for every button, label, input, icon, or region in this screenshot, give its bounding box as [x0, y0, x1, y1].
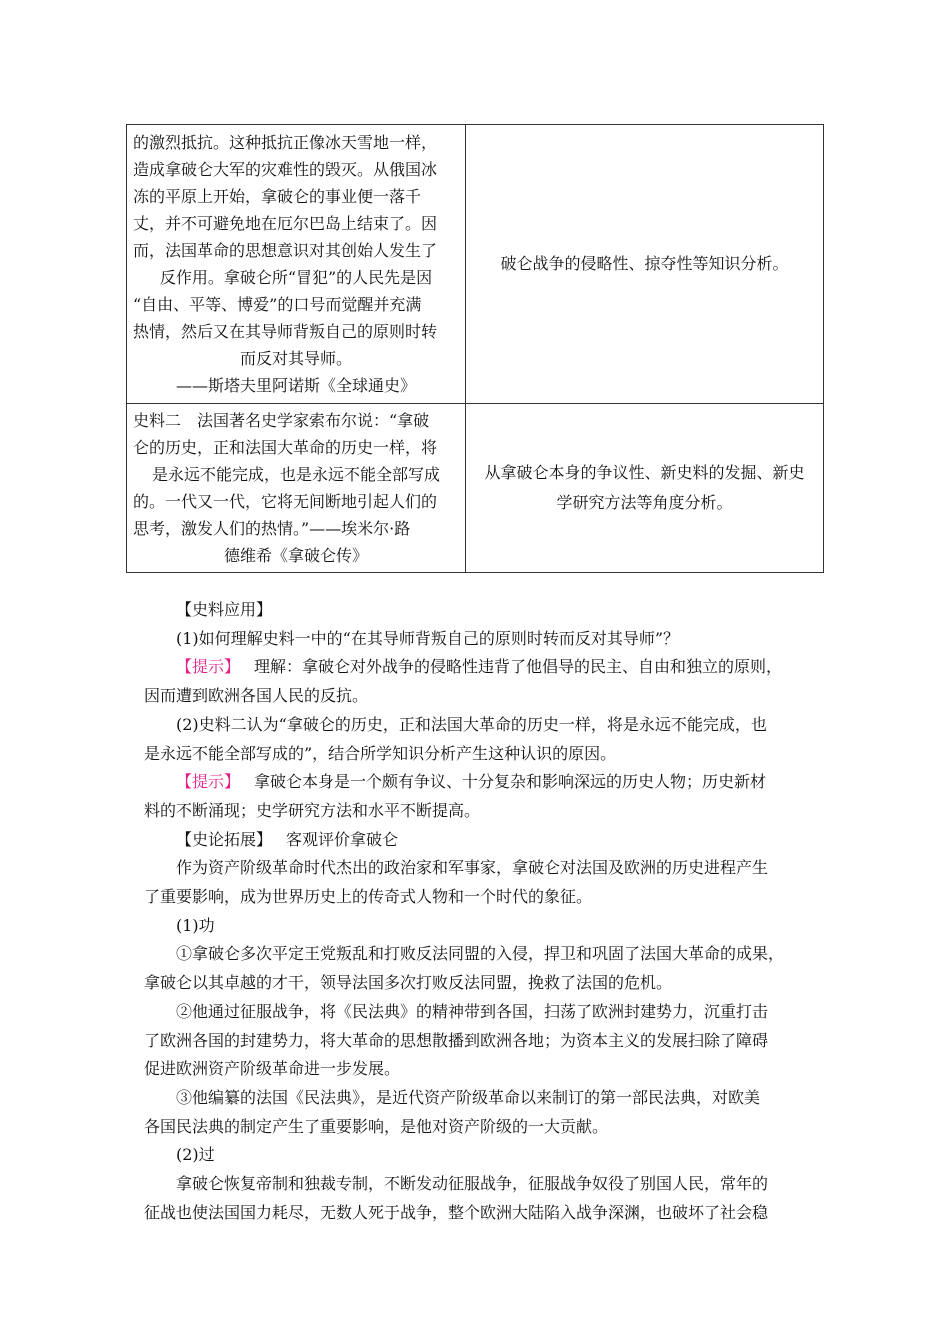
answer-1-cont: 因而遭到欧洲各国人民的反抗。	[144, 686, 369, 706]
paragraph-cont: 了重要影响，成为世界历史上的传奇式人物和一个时代的象征。	[144, 887, 593, 907]
list-item-cont: 促进欧洲资产阶级革命进一步发展。	[144, 1059, 401, 1079]
answer-2: 【提示】 拿破仑本身是一个颇有争议、十分复杂和影响深远的历史人物；历史新材	[176, 772, 767, 792]
list-item-cont: 拿破仑以其卓越的才干，领导法国多次打败反法同盟，挽救了法国的危机。	[144, 973, 673, 993]
list-item: ③他编纂的法国《民法典》，是近代资产阶级革命以来制订的第一部民法典，对欧美	[176, 1087, 761, 1107]
list-item: ②他通过征服战争，将《民法典》的精神带到各国，扫荡了欧洲封建势力，沉重打击	[176, 1001, 769, 1021]
source-two-cell	[127, 404, 466, 573]
body-text	[144, 596, 814, 1227]
text-line: 而，法国革命的思想意识对其创始人发生了	[133, 241, 438, 260]
table-row	[127, 125, 824, 404]
section-heading: 【史料应用】	[176, 600, 273, 619]
hint-label: 【提示】	[176, 772, 241, 792]
hint-label: 【提示】	[176, 657, 241, 677]
analysis-hint: 破仑战争的侵略性、掠夺性等知识分析。	[500, 254, 789, 273]
subheading: (1)功	[176, 915, 215, 935]
analysis-hint-cell	[466, 404, 824, 573]
question-1: (1)如何理解史料一中的“在其导师背叛自己的原则时转而反对其导师”？	[176, 628, 680, 648]
text-line: 的。一代又一代，它将无间断地引起人们的	[133, 492, 438, 511]
text-line: 是永远不能完成，也是永远不能全部写成	[151, 465, 440, 484]
analysis-hint: 学研究方法等角度分析。	[556, 493, 733, 512]
list-item: ①拿破仑多次平定王党叛乱和打败反法同盟的入侵，捍卫和巩固了法国大革命的成果，	[176, 944, 785, 964]
analysis-hint: 从拿破仑本身的争议性、新史料的发掘、新史	[484, 463, 805, 482]
subheading: (2)过	[176, 1145, 215, 1165]
paragraph-cont: 征战也使法国国力耗尽，无数人死于战争，整个欧洲大陆陷入战争深渊，也破坏了社会稳	[144, 1202, 769, 1222]
list-item-cont: 各国民法典的制定产生了重要影响，是他对资产阶级的一大贡献。	[144, 1116, 609, 1136]
answer-2-cont: 料的不断涌现；史学研究方法和水平不断提高。	[144, 800, 481, 820]
text-line: 热情，然后又在其导师背叛自己的原则时转	[133, 322, 438, 341]
text-line: “自由、平等、博爱”的口号而觉醒并充满	[133, 295, 422, 314]
question-2-cont: 是永远不能全部写成的”，结合所学知识分析产生这种认识的原因。	[144, 743, 617, 763]
citation: 德维希《拿破仑传》	[223, 546, 368, 565]
source-one-cell	[127, 125, 466, 404]
text-line: 的激烈抵抗。这种抵抗正像冰天雪地一样，	[133, 133, 438, 152]
text-line: 史料二 法国著名史学家索布尔说：“拿破	[133, 411, 430, 430]
analysis-hint-cell	[466, 125, 824, 404]
citation: ——斯塔夫里阿诺斯《全球通史》	[175, 376, 416, 395]
text-line: 冻的平原上开始，拿破仑的事业便一落千	[133, 187, 422, 206]
text-line: 造成拿破仑大军的灾难性的毁灭。从俄国冰	[133, 160, 438, 179]
text-line: 反作用。拿破仑所“冒犯”的人民先是因	[159, 268, 433, 287]
source-analysis-table	[126, 124, 824, 573]
paragraph: 作为资产阶级革命时代杰出的政治家和军事家，拿破仑对法国及欧洲的历史进程产生	[176, 858, 769, 878]
section-heading: 【史论拓展】 客观评价拿破仑	[176, 829, 399, 849]
paragraph: 拿破仑恢复帝制和独裁专制，不断发动征服战争，征服战争奴役了别国人民，常年的	[176, 1174, 769, 1194]
question-2: (2)史料二认为“拿破仑的历史，正和法国大革命的历史一样，将是永远不能完成，也	[176, 714, 767, 734]
text-line: 仑的历史，正和法国大革命的历史一样，将	[133, 438, 438, 457]
table-row	[127, 404, 824, 573]
answer-1: 【提示】 理解：拿破仑对外战争的侵略性违背了他倡导的民主、自由和独立的原则，	[176, 657, 783, 677]
list-item-cont: 了欧洲各国的封建势力，将大革命的思想散播到欧洲各地；为资本主义的发展扫除了障碍	[144, 1030, 769, 1050]
text-line: 而反对其导师。	[239, 349, 352, 368]
text-line: 丈，并不可避免地在厄尔巴岛上结束了。因	[133, 214, 438, 233]
text-line: 思考，激发人们的热情。”——埃米尔·路	[133, 519, 411, 538]
